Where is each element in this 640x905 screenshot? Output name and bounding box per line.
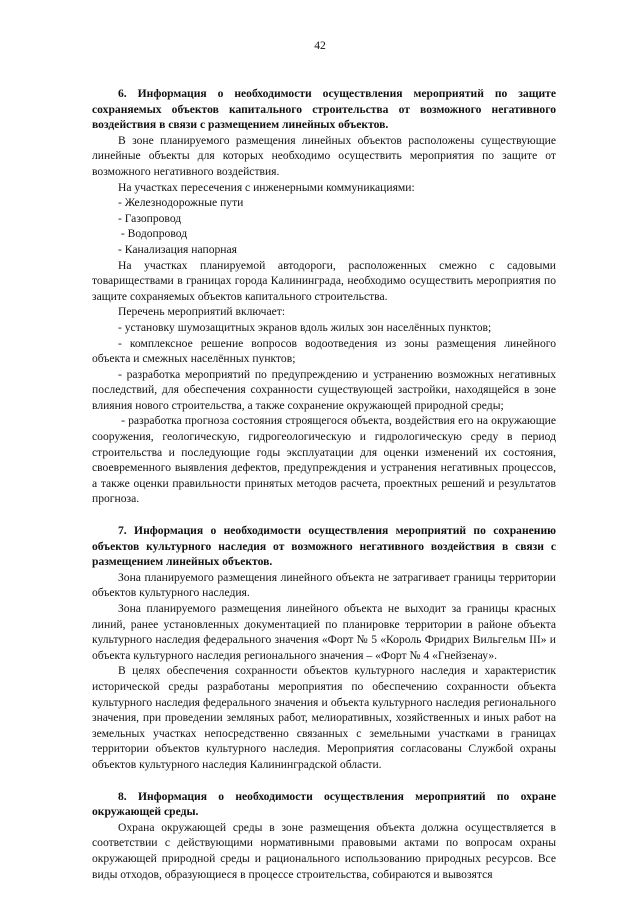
measure-item: - установку шумозащитных экранов вдоль жилых зон населённых пунктов;: [118, 320, 492, 334]
section-8-heading: 8. Информация о необходимости осуществления мероприятий по охране окружающей среды.: [92, 789, 556, 819]
paragraph: На участках планируемой автодороги, расположенных смежно с садовыми товариществами в границах города Калининграда, необходимо осуществить мероприятия по защите сохраняемых объектов капитального строительства.: [92, 258, 556, 303]
paragraph: Зона планируемого размещения линейного объекта не затрагивает границы территории объектов культурного наследия.: [92, 570, 556, 600]
list-item: - Канализация напорная: [118, 242, 237, 256]
list-item: - Газопровод: [118, 211, 182, 225]
paragraph: В целях обеспечения сохранности объектов культурного наследия и характеристик исторической среды разработаны мероприятия по обеспечению сохранности объекта культурного наследия федерального значения и объекта культурного наследия регионального значения, при проведении земляных работ, мелиоративных, хозяйственных и иных работ на земельных участках непосредственно связанных с земельными участками в границах территории объектов культурного наследия. Мероприятия согласованы Службой охраны объектов культурного наследия Калининградской области.: [92, 664, 556, 771]
paragraph: В зоне планируемого размещения линейных объектов расположены существующие линейные объекты для которых необходимо осуществить мероприятия по защите от возможного негативного воздействия.: [92, 133, 556, 178]
list-item: - Железнодорожные пути: [118, 196, 244, 210]
paragraph: На участках пересечения с инженерными коммуникациями:: [118, 180, 415, 194]
document-body: [92, 86, 559, 882]
section-7-heading: 7. Информация о необходимости осуществления мероприятий по сохранению объектов культурного наследия от возможного негативного воздействия в связи с размещением линейных объектов.: [92, 524, 556, 569]
page-number: 42: [314, 39, 326, 52]
measure-item: - разработка мероприятий по предупреждению и устранению возможных негативных последствий, для обеспечения сохранности существующей застройки, находящейся в зоне влияния нового строительства, а также сохранение окружающей природной среды;: [92, 367, 556, 412]
paragraph: Перечень мероприятий включает:: [118, 305, 286, 319]
paragraph: Охрана окружающей среды в зоне размещения объекта должна осуществляется в соответствии с действующими нормативными правовыми актами по вопросам охраны окружающей природной среды и рационального использованию природных ресурсов. Все виды отходов, образующиеся в процессе строительства, собираются и вывозятся: [92, 820, 556, 881]
section-gap: [92, 773, 556, 789]
section-gap: [92, 507, 556, 523]
paragraph: Зона планируемого размещения линейного объекта не выходит за границы красных линий, ранее установленных документацией по планировке территории в районе объекта культурного наследия федерального значения «Форт № 5 «Король Фридрих Вильгельм III» и объекта культурного наследия регионального значения – «Форт № 4 «Гнейзенау».: [92, 602, 556, 662]
section-6-heading: 6. Информация о необходимости осуществления мероприятий по защите сохраняемых объектов капитального строительства от возможного негативного воздействия в связи с размещением линейных объектов.: [92, 87, 556, 132]
measure-item: - комплексное решение вопросов водоотведения из зоны размещения линейного объекта и смежных населённых пунктов;: [92, 336, 556, 366]
list-item: - Водопровод: [118, 227, 188, 241]
measure-item: - разработка прогноза состояния строящегося объекта, воздействия его на окружающие сооружения, геологическую, гидрогеологическую и гидрологическую среду в период строительства и последующие годы эксплуатации для оценки изменений их состояния, своевременного выявления дефектов, предупреждения и устранения негативных процессов, а также оценки правильности принятых методов расчета, проектных решений и результатов прогноза.: [92, 414, 559, 506]
